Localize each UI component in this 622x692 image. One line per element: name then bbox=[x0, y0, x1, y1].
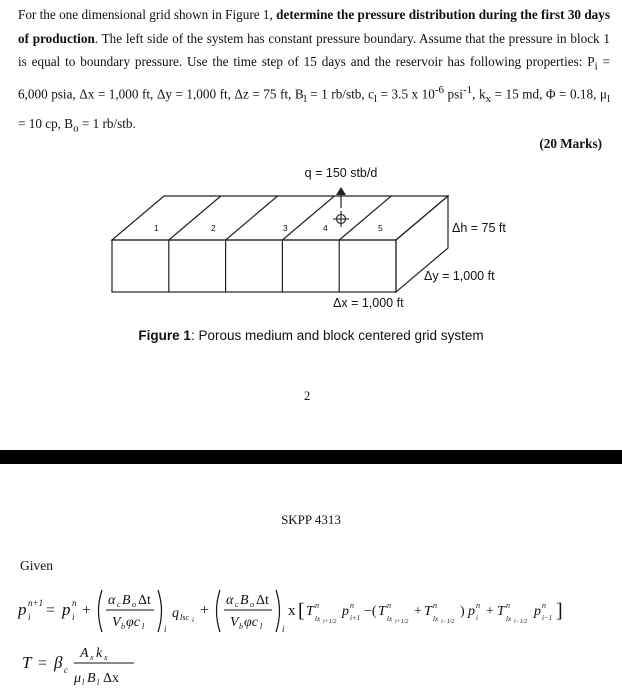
svg-text:A: A bbox=[80, 646, 89, 661]
svg-text:β: β bbox=[54, 653, 63, 672]
svg-text:n: n bbox=[315, 601, 319, 610]
svg-text:o: o bbox=[250, 600, 254, 609]
svg-text:φc: φc bbox=[244, 615, 258, 630]
svg-text:]: ] bbox=[556, 600, 563, 622]
svg-text:l: l bbox=[97, 678, 100, 687]
svg-text:n: n bbox=[542, 601, 546, 610]
svg-text:=: = bbox=[38, 655, 48, 672]
psi-exponent: -1 bbox=[462, 84, 473, 97]
svg-text:i−1/2: i−1/2 bbox=[514, 619, 528, 625]
svg-text:α: α bbox=[108, 593, 116, 608]
svg-text:+: + bbox=[414, 604, 422, 619]
transmissibility-equation bbox=[22, 646, 134, 687]
svg-text:i: i bbox=[192, 616, 194, 624]
svg-text:p: p bbox=[62, 600, 71, 619]
svg-text:p: p bbox=[342, 604, 349, 619]
svg-text:i: i bbox=[282, 624, 285, 634]
given-equations bbox=[16, 570, 620, 692]
bl-subscript: l bbox=[303, 93, 307, 106]
svg-text:T: T bbox=[306, 604, 314, 619]
svg-text:x: x bbox=[288, 603, 296, 619]
mu-subscript: l bbox=[606, 93, 611, 106]
svg-text:T: T bbox=[424, 604, 432, 619]
course-code: SKPP 4313 bbox=[281, 512, 341, 527]
svg-text:lx: lx bbox=[387, 615, 393, 623]
svg-text:φc: φc bbox=[126, 615, 140, 630]
well-icon bbox=[333, 211, 349, 227]
svg-text:n: n bbox=[72, 598, 77, 608]
block-number-1: 1 bbox=[154, 223, 159, 233]
kx-subscript: x bbox=[485, 93, 492, 106]
svg-text:α: α bbox=[226, 593, 234, 608]
marks-label: (20 Marks) bbox=[539, 136, 602, 151]
props-text-8: = 1 rb/stb. bbox=[78, 115, 136, 131]
production-arrow-icon bbox=[336, 187, 346, 208]
props-text-6: = 15 md, Φ = 0.18, μ bbox=[491, 86, 607, 102]
svg-text:i: i bbox=[476, 614, 478, 622]
svg-text:c: c bbox=[117, 600, 121, 609]
block-number-5: 5 bbox=[378, 223, 383, 233]
svg-text:n: n bbox=[506, 601, 510, 610]
svg-text:μ: μ bbox=[74, 671, 82, 686]
svg-text:Δx: Δx bbox=[103, 671, 120, 686]
svg-text:o: o bbox=[132, 600, 136, 609]
svg-text:i+1/2: i+1/2 bbox=[395, 619, 409, 625]
svg-text:l: l bbox=[260, 622, 263, 631]
svg-text:Δt: Δt bbox=[256, 593, 269, 608]
svg-text:lsc: lsc bbox=[180, 613, 189, 622]
grid-top-face bbox=[112, 196, 448, 240]
svg-text:b: b bbox=[121, 622, 125, 631]
svg-text:n: n bbox=[350, 601, 354, 610]
block-number-4: 4 bbox=[323, 223, 328, 233]
svg-text:i: i bbox=[28, 612, 31, 622]
page-separator bbox=[0, 450, 622, 464]
pressure-equation bbox=[17, 590, 563, 634]
svg-text:V: V bbox=[230, 615, 239, 630]
svg-text:+: + bbox=[486, 604, 494, 619]
svg-text:lx: lx bbox=[315, 615, 321, 623]
svg-text:i: i bbox=[72, 612, 75, 622]
cl-subscript: l bbox=[374, 93, 378, 106]
intro-text: For the one dimensional grid shown in Figure 1, bbox=[18, 7, 277, 22]
figure-caption bbox=[0, 328, 622, 343]
caption-text: : Porous medium and block centered grid system bbox=[190, 328, 484, 343]
svg-text:−(: −( bbox=[364, 604, 377, 619]
svg-text:+: + bbox=[200, 602, 210, 619]
svg-text:): ) bbox=[460, 604, 465, 619]
props-text-5: , k bbox=[472, 86, 486, 102]
svg-text:x: x bbox=[104, 653, 108, 662]
svg-text:=: = bbox=[46, 602, 56, 619]
props-text-4: psi bbox=[444, 86, 463, 102]
svg-text:B: B bbox=[240, 593, 249, 608]
caption-label: Figure 1 bbox=[138, 328, 191, 343]
svg-text:T: T bbox=[378, 604, 386, 619]
page-number: 2 bbox=[304, 389, 311, 403]
svg-text:T: T bbox=[22, 653, 32, 672]
svg-text:B: B bbox=[87, 671, 96, 686]
props-text-3: = 3.5 x 10 bbox=[377, 86, 435, 102]
length-label: Δx = 1,000 ft bbox=[333, 296, 404, 310]
thickness-label: Δh = 75 ft bbox=[452, 221, 506, 235]
props-text-7: = 10 cp, B bbox=[18, 115, 74, 131]
svg-text:+: + bbox=[82, 602, 92, 619]
svg-text:c: c bbox=[64, 665, 68, 675]
svg-text:n: n bbox=[387, 601, 391, 610]
grid-figure bbox=[0, 150, 622, 320]
svg-text:B: B bbox=[122, 593, 131, 608]
props-text-2: = 1 rb/stb, c bbox=[306, 86, 375, 102]
compressibility-exponent: -6 bbox=[434, 84, 445, 97]
svg-text:[: [ bbox=[298, 600, 305, 622]
rate-label: q = 150 stb/d bbox=[304, 166, 378, 180]
svg-text:i−1/2: i−1/2 bbox=[441, 619, 455, 625]
props-text-1: = 6,000 psia, Δx = 1,000 ft, Δy = 1,000 ft, Δz = 75 ft, B bbox=[18, 54, 610, 102]
problem-text: . The left side of the system has constant pressure boundary. Assume that the pressure in block 1 is equal to boundary pressure. Use the time step of 15 days and the reservoir has following properties: P bbox=[18, 30, 610, 69]
width-label: Δy = 1,000 ft bbox=[424, 269, 495, 283]
svg-text:k: k bbox=[96, 646, 103, 661]
svg-text:n: n bbox=[476, 601, 480, 610]
svg-text:c: c bbox=[235, 600, 239, 609]
svg-text:lx: lx bbox=[433, 615, 439, 623]
problem-statement bbox=[18, 3, 610, 141]
svg-text:i+1/2: i+1/2 bbox=[323, 619, 337, 625]
svg-text:n+1: n+1 bbox=[28, 598, 44, 608]
block-number-2: 2 bbox=[211, 223, 216, 233]
svg-text:p: p bbox=[18, 600, 27, 619]
grid-front-face bbox=[112, 240, 396, 292]
svg-text:p: p bbox=[468, 604, 475, 619]
svg-text:x: x bbox=[90, 653, 94, 662]
svg-text:q: q bbox=[172, 606, 179, 621]
svg-text:l: l bbox=[82, 678, 85, 687]
svg-text:Δt: Δt bbox=[138, 593, 151, 608]
svg-text:T: T bbox=[497, 604, 505, 619]
svg-text:i−1: i−1 bbox=[542, 614, 553, 622]
svg-text:i: i bbox=[164, 624, 167, 634]
svg-text:b: b bbox=[239, 622, 243, 631]
svg-text:p: p bbox=[534, 604, 541, 619]
svg-text:i+1: i+1 bbox=[350, 614, 361, 622]
svg-text:V: V bbox=[112, 615, 121, 630]
task-bold-text: determine the pressure distribution during the first 30 days of production bbox=[18, 7, 610, 46]
svg-text:n: n bbox=[433, 601, 437, 610]
bo-subscript: o bbox=[73, 122, 79, 135]
given-label: Given bbox=[20, 558, 53, 573]
pi-subscript: i bbox=[594, 60, 598, 73]
svg-text:lx: lx bbox=[506, 615, 512, 623]
block-number-3: 3 bbox=[283, 223, 288, 233]
svg-text:l: l bbox=[142, 622, 145, 631]
